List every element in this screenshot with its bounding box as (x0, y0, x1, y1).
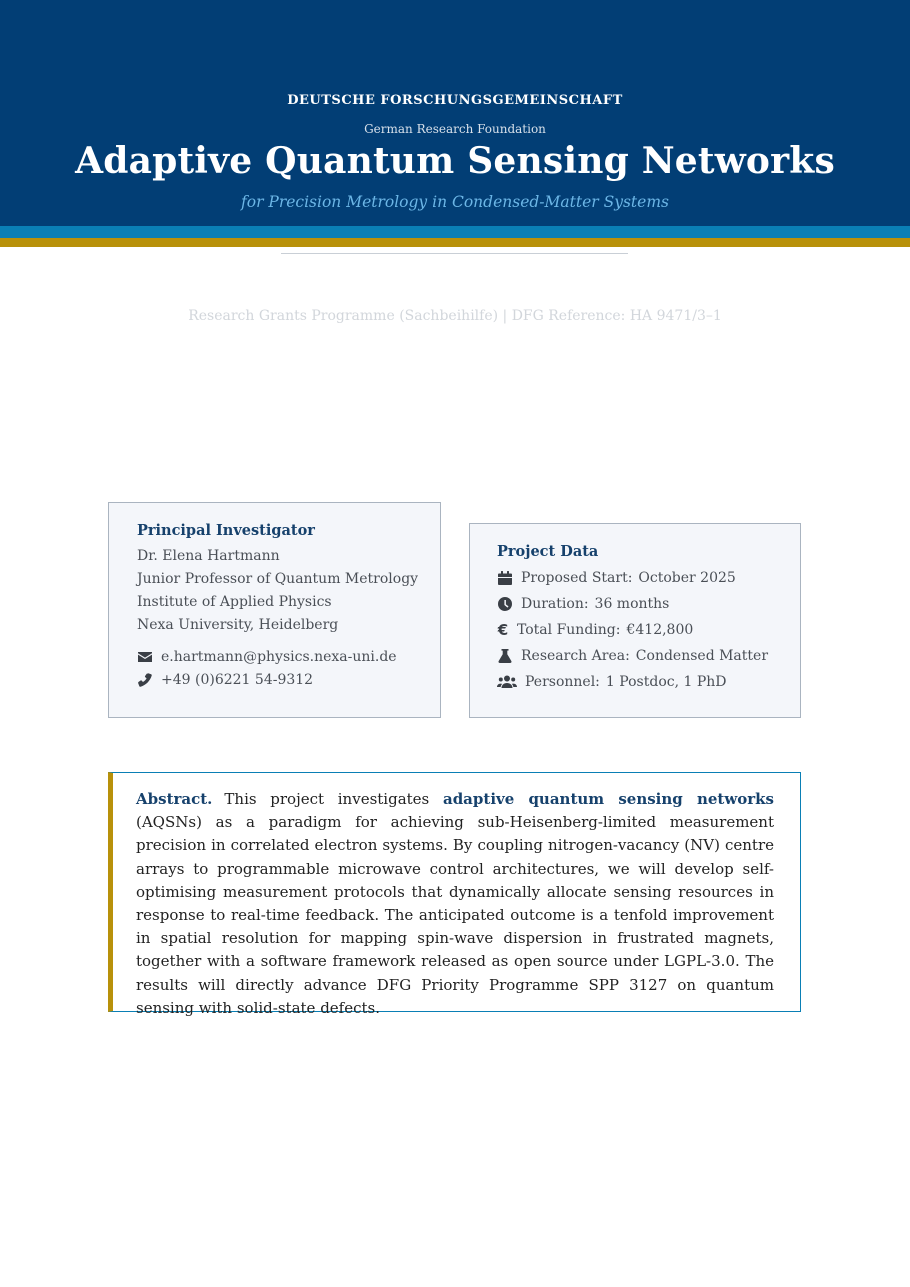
pi-phone-row (137, 668, 440, 691)
project-duration-label: Duration: (521, 596, 589, 612)
project-personnel-label: Personnel: (525, 674, 600, 690)
phone-icon (137, 672, 153, 688)
organization-name: DEUTSCHE FORSCHUNGSGEMEINSCHAFT (287, 93, 623, 108)
project-funding-value: €412,800 (626, 622, 694, 638)
pi-name: Dr. Elena Hartmann (137, 548, 280, 564)
divider-rule (281, 253, 628, 254)
programme-reference: Research Grants Programme (Sachbeihilfe) | DFG Reference: HA 9471/3–1 (188, 308, 722, 324)
abstract-box (108, 772, 801, 1017)
project-personnel-value: 1 Postdoc, 1 PhD (605, 674, 727, 690)
project-start-value: October 2025 (638, 570, 736, 586)
pi-institute: Institute of Applied Physics (137, 594, 332, 610)
principal-investigator-box (108, 502, 441, 718)
pi-position: Junior Professor of Quantum Metrology (137, 571, 419, 587)
calendar-icon (497, 570, 513, 586)
pi-phone[interactable]: +49 (0)6221 54-9312 (161, 671, 314, 688)
abstract-text-after: (AQSNs) as a paradigm for achieving sub-Heisenberg-limited measurement precision in correlated electron systems. By coupling nitrogen-vacancy (NV) centre arrays to programmable microwave control architectures, we will develop self-optimising measurement protocols that dynamically allocate sensing resources in response to real-time feedback. The anticipated outcome is a tenfold improvement in spatial resolution for mapping spin-wave dispersion in frustrated magnets, together with a software framework released as open source under LGPL-3.0. The results will directly advance DFG Priority Programme SPP 3127 on quantum sensing with solid-state defects. (136, 813, 774, 1017)
project-start-row (497, 565, 800, 591)
abstract-highlight: adaptive quantum sensing networks (442, 790, 774, 808)
project-data-heading: Project Data (497, 543, 599, 560)
project-funding-row (497, 617, 800, 643)
project-area-label: Research Area: (521, 648, 630, 664)
project-data-box (469, 523, 801, 718)
project-start-label: Proposed Start: (521, 570, 633, 586)
project-area-row (497, 643, 800, 669)
document-title: Adaptive Quantum Sensing Networks (75, 140, 835, 182)
header-band-gold (0, 238, 910, 247)
header-band-blue (0, 226, 910, 238)
pi-heading: Principal Investigator (137, 522, 315, 539)
document-subtitle: for Precision Metrology in Condensed-Matter Systems (241, 193, 669, 211)
project-personnel-row (497, 669, 800, 695)
envelope-icon (137, 649, 153, 665)
pi-email-row (137, 645, 440, 668)
organization-subtitle: German Research Foundation (364, 122, 546, 136)
pi-university: Nexa University, Heidelberg (137, 617, 339, 633)
project-funding-label: Total Funding: (517, 622, 621, 638)
euro-icon: € (497, 621, 509, 639)
pi-email[interactable]: e.hartmann@physics.nexa-uni.de (161, 648, 397, 665)
users-icon (497, 674, 517, 690)
abstract-text-before: This project investigates (224, 790, 443, 808)
project-area-value: Condensed Matter (635, 648, 769, 664)
project-duration-value: 36 months (594, 596, 670, 612)
project-duration-row (497, 591, 800, 617)
clock-icon (497, 596, 513, 612)
abstract-heading: Abstract. (136, 790, 213, 808)
flask-icon (497, 648, 513, 664)
